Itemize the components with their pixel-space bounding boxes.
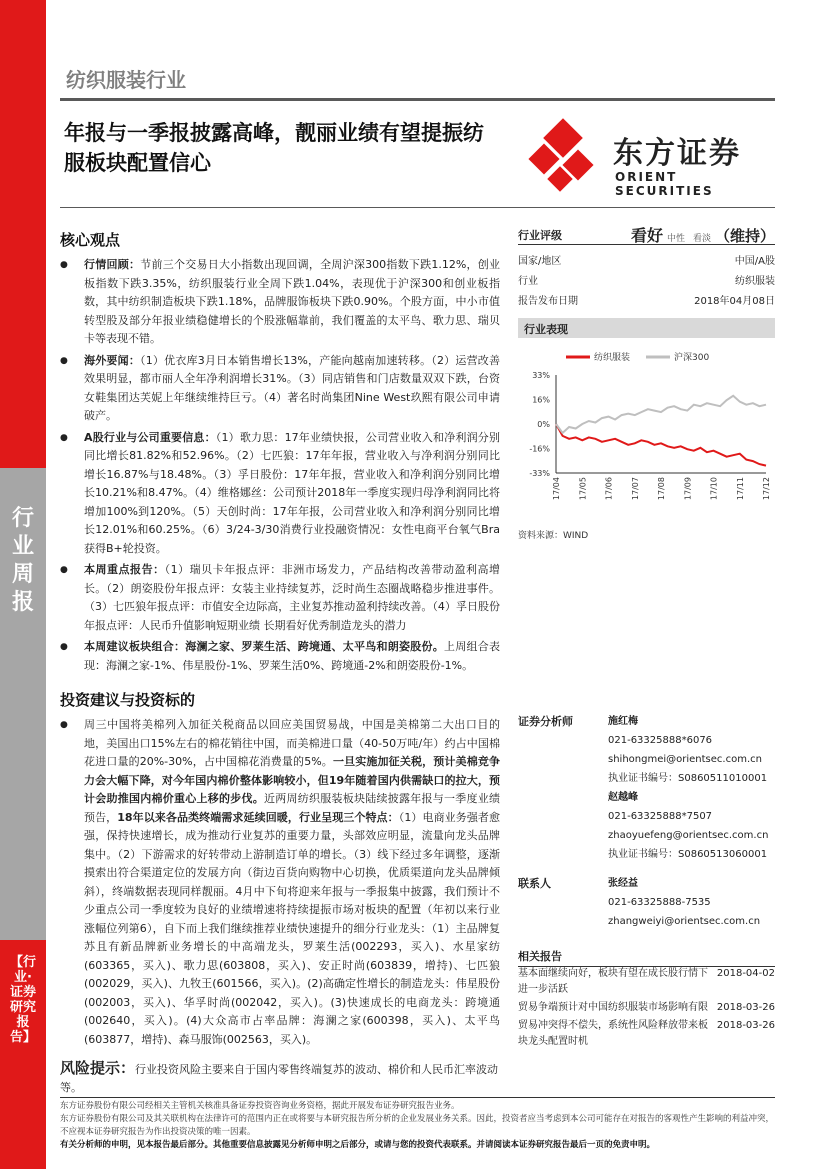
- logo-english-name: ORIENT SECURITIES: [615, 170, 714, 198]
- invest-body: [60, 716, 500, 1049]
- contact-label: 联系人: [518, 877, 551, 890]
- section-divider: [60, 207, 775, 208]
- bullet-item: [60, 429, 500, 559]
- bullet-head: 本周建议板块组合：海澜之家、罗莱生活、跨境通、太平鸟和朗姿股份。: [84, 640, 444, 653]
- legend-label: 沪深300: [674, 353, 710, 363]
- risk-text: 行业投资风险主要来自于国内零售终端复苏的波动、棉价和人民币汇率波动等。: [60, 1063, 499, 1094]
- invest-p2-bold: 18年以来各品类终端需求延续回暖，行业呈现三个特点：: [117, 810, 399, 824]
- contact-name: 张经益: [608, 878, 638, 889]
- vertical-label: 行业周报: [11, 506, 34, 615]
- info-row: 行业 纺织服装: [518, 275, 775, 287]
- vertical-label-bottom: 【行业·证券研究报告】: [9, 955, 36, 1045]
- perf-title: 行业表现: [518, 318, 775, 338]
- bullet-head: 行情回顾：: [84, 258, 141, 271]
- invest-heading: 投资建议与投资标的: [60, 691, 196, 709]
- invest-p1-bold: 一旦实施加征关税，预计美棉竞争力会大幅下降，对今年国内棉价整体影响较小，但19年随着国内供需缺口的拉大，预计会助推国内棉价重心上移的步伐。: [84, 755, 500, 805]
- bullet-text: 节前三个交易日大小指数出现回调，全周沪深300指数下跌1.12%，创业板指数下跌3.35%，纺织服装行业全周下跌1.04%，表现优于沪深300和创业板指数，其中纺织制造板块下跌1.18%，品牌服饰板块下跌0.90%。个股方面，中小市值转型股及部分年报业绩稳健增长的个股涨幅靠前，我们覆盖的太平鸟、歌力思、瑞贝卡等表现不错。: [84, 258, 500, 345]
- y-tick-label: 0%: [537, 420, 550, 429]
- bullet-text: 上周组合表现：海澜之家-1%、伟星股份-1%、罗莱生活0%、跨境通-2%和朗姿股份-1%。: [84, 640, 500, 672]
- analyst-phone: 021-63325888*7507: [608, 811, 713, 822]
- rating-neutral: 中性: [666, 234, 685, 244]
- x-tick-label: 17/08: [657, 477, 666, 501]
- analyst-cert: 执业证书编号：S0860511010001: [608, 773, 768, 784]
- related-item[interactable]: 基本面继续向好，板块有望在成长股行情下进一步活跃 2018-04-02: [518, 968, 775, 995]
- red-side-bar: [0, 0, 46, 468]
- footer-divider: [60, 1097, 775, 1098]
- rating-box: [518, 225, 775, 309]
- footer-line: 有关分析师的申明，见本报告最后部分。其他重要信息披露见分析师申明之后部分，或请与您的投资代表联系。并请阅读本证券研究报告最后一页的免责申明。: [60, 1140, 656, 1150]
- report-title: 年报与一季报披露高峰，靓丽业绩有望提振纺服板块配置信心: [64, 121, 484, 175]
- bullet-item: [60, 561, 500, 635]
- related-title: 相关报告: [518, 948, 775, 967]
- analyst-phone: 021-63325888*6076: [608, 735, 713, 746]
- rating-row: [518, 225, 775, 245]
- info-row: 国家/地区 中国/A股: [518, 255, 775, 267]
- footer-line: 东方证券股份有限公司及其关联机构在法律许可的范围内正在或将要与本研究报告所分析的企业发展业务关系。因此，投资者应当考虑到本公司可能存在对报告的客观性产生影响的利益冲突，不应视本证券研究报告为作出投资决策的唯一因素。: [60, 1114, 775, 1137]
- x-tick-label: 17/12: [762, 477, 771, 501]
- x-tick-label: 17/06: [604, 477, 614, 501]
- rating-label: 行业评级: [518, 228, 562, 242]
- bullet-head: 海外要闻：: [84, 353, 141, 367]
- industry-performance-chart: [518, 345, 775, 525]
- rating-bearish: 看淡: [692, 234, 711, 244]
- top-divider: [60, 98, 775, 101]
- related-item[interactable]: 贸易冲突得不偿失，系统性风险释放带来板块龙头配置时机 2018-03-26: [518, 1020, 775, 1047]
- info-row: 报告发布日期 2018年04月08日: [518, 295, 775, 307]
- x-tick-label: 17/07: [630, 477, 640, 501]
- contact-email: zhangweiyi@orientsec.com.cn: [608, 916, 761, 927]
- invest-p3: （1）电商业务强者愈强，保持快速增长，成为推动行业复苏的重要力量，头部效应明显，流量向龙头品牌集中。（2）下游需求的好转带动上游制造订单的增长。（3）线下经过多年调整，逐渐摸索出符合渠道定位的发展方向（街边百货向购物中心切换，优质渠道向龙头品牌倾斜），终端数据表现同样靓丽。4月中下旬将迎来年报与一季报集中披露，我们预计不少重点公司一季度较为良好的业绩增速将持续提振市场对板块的配置（年初以来行业涨幅位列第6），自下而上我们继续推荐业绩快速提升的细分行业龙头：（1）主品牌复苏且有新品牌新业务增长的中高端龙头，罗莱生活(002293，买入)、水星家纺(603365，买入)、歌力思(603808，买入)、安正时尚(603839，增持)、七匹狼(002029，买入)、九牧王(601566，买入)。(2)高确定性增长的制造龙头：伟星股份(002003，买入)、华孚时尚(002042，买入)。(3)快速成长的电商龙头：跨境通(002640，买入)。(4)大众高市占率品牌：海澜之家(600398，买入)、太平鸟(603877，增持)、森马服饰(002563，买入)。: [84, 810, 501, 1046]
- analyst-cert: 执业证书编号：S0860513060001: [608, 849, 768, 860]
- bullet-item: [60, 256, 500, 349]
- bullet-item: [60, 352, 500, 426]
- contact-phone: 021-63325888-7535: [608, 897, 711, 908]
- bullet-text: （1）歌力思：17年业绩快报，公司营业收入和净利润分别同比增长81.82%和52.96%。（2）七匹狼：17年年报，营业收入与净利润分别同比增长16.87%与18.48%。（3）孚日股份：17年年报，营业收入和净利润分别同比增长10.21%和8.47%。（4）维格娜丝：公司预计2018年一季度实现归母净利润同比将增加100%到120%。（5）天创时尚：17年年报，公司营业收入和净利润分别同比增长12.01%和60.25%。（6）3/24-3/30消费行业投融资情况：女性电商平台氧气Bra获得B+轮投资。: [84, 430, 500, 555]
- related-list: [518, 966, 775, 1052]
- core-bullets: [60, 256, 500, 675]
- source-note: 资料来源：WIND: [518, 531, 589, 541]
- rating-main: 看好: [630, 226, 663, 245]
- risk-warning: [60, 1059, 500, 1097]
- industry-label: 纺织服装行业: [66, 68, 186, 92]
- bullet-text: （1）优衣库3月日本销售增长13%，产能向越南加速转移。（2）运营改善效果明显，都市丽人全年净利润增长31%。（3）同店销售和门店数量双双下跌，台资女鞋集团达芙妮上年继续维持巨亏。（4）著名时尚集团Nine West玖熙有限公司申请破产。: [84, 353, 501, 422]
- analyst-label: 证券分析师: [518, 715, 573, 728]
- bullet-head: A股行业与公司重要信息：: [84, 430, 216, 444]
- legend-label: 纺织服装: [594, 353, 631, 363]
- invest-p1: 周三中国将美棉列入加征关税商品以回应美国贸易战，中国是美棉第二大出口目的地，美国出口15%左右的棉花销往中国，而美棉进口量（40-50万吨/年）约占中国棉花进口量的20%-30%，占中国棉花消费量的5%。: [84, 718, 500, 768]
- bullet-item: [60, 638, 500, 675]
- footer-line: 东方证券股份有限公司经相关主管机关核准具备证券投资咨询业务资格，据此开展发布证券研究报告业务。: [60, 1101, 460, 1111]
- y-tick-label: 33%: [532, 371, 550, 380]
- series-line: [556, 424, 766, 466]
- x-tick-label: 17/04: [552, 477, 561, 501]
- invest-p2: 近两周纺织服装板块陆续披露年报与一季度业绩预告，: [84, 792, 500, 824]
- analyst-name: 施红梅: [608, 716, 638, 727]
- y-tick-label: -16%: [529, 444, 550, 454]
- x-tick-label: 17/11: [735, 477, 745, 501]
- logo-mark-icon: [527, 118, 607, 198]
- y-tick-label: 16%: [532, 395, 550, 405]
- bullet-text: （1）瑞贝卡年报点评：非洲市场发力，产品结构改善带动盈利高增长。（2）朗姿股份年报点评：女装主业持续复苏，泛时尚生态圈战略稳步推进事件。（3）七匹狼年报点评：市值安全边际高，主业复苏推动盈利持续改善。（4）孚日股份年报点评：人民币升值影响短期业绩 长期看好优秀制造龙头的潜力: [84, 563, 501, 632]
- analyst-name: 赵越峰: [608, 792, 638, 803]
- y-tick-label: -33%: [529, 469, 550, 478]
- analyst-block: [518, 712, 775, 931]
- company-logo: [527, 118, 782, 198]
- core-heading: 核心观点: [60, 231, 121, 249]
- rating-keep: （维持）: [714, 227, 775, 245]
- risk-label: 风险提示：: [60, 1059, 136, 1077]
- logo-chinese-name: 东方证券: [613, 136, 741, 171]
- invest-paragraph: [60, 716, 500, 1049]
- series-line: [556, 396, 766, 433]
- x-tick-label: 17/10: [709, 477, 719, 501]
- bullet-head: 本周重点报告：: [84, 563, 165, 576]
- related-item[interactable]: 贸易争端预计对中国纺织服装市场影响有限 2018-03-26: [518, 1002, 775, 1013]
- footer: [60, 1100, 775, 1152]
- analyst-email: zhaoyuefeng@orientsec.com.cn: [608, 830, 769, 841]
- analyst-email: shihongmei@orientsec.com.cn: [608, 754, 762, 765]
- x-tick-label: 17/05: [578, 477, 588, 501]
- x-tick-label: 17/09: [683, 477, 693, 501]
